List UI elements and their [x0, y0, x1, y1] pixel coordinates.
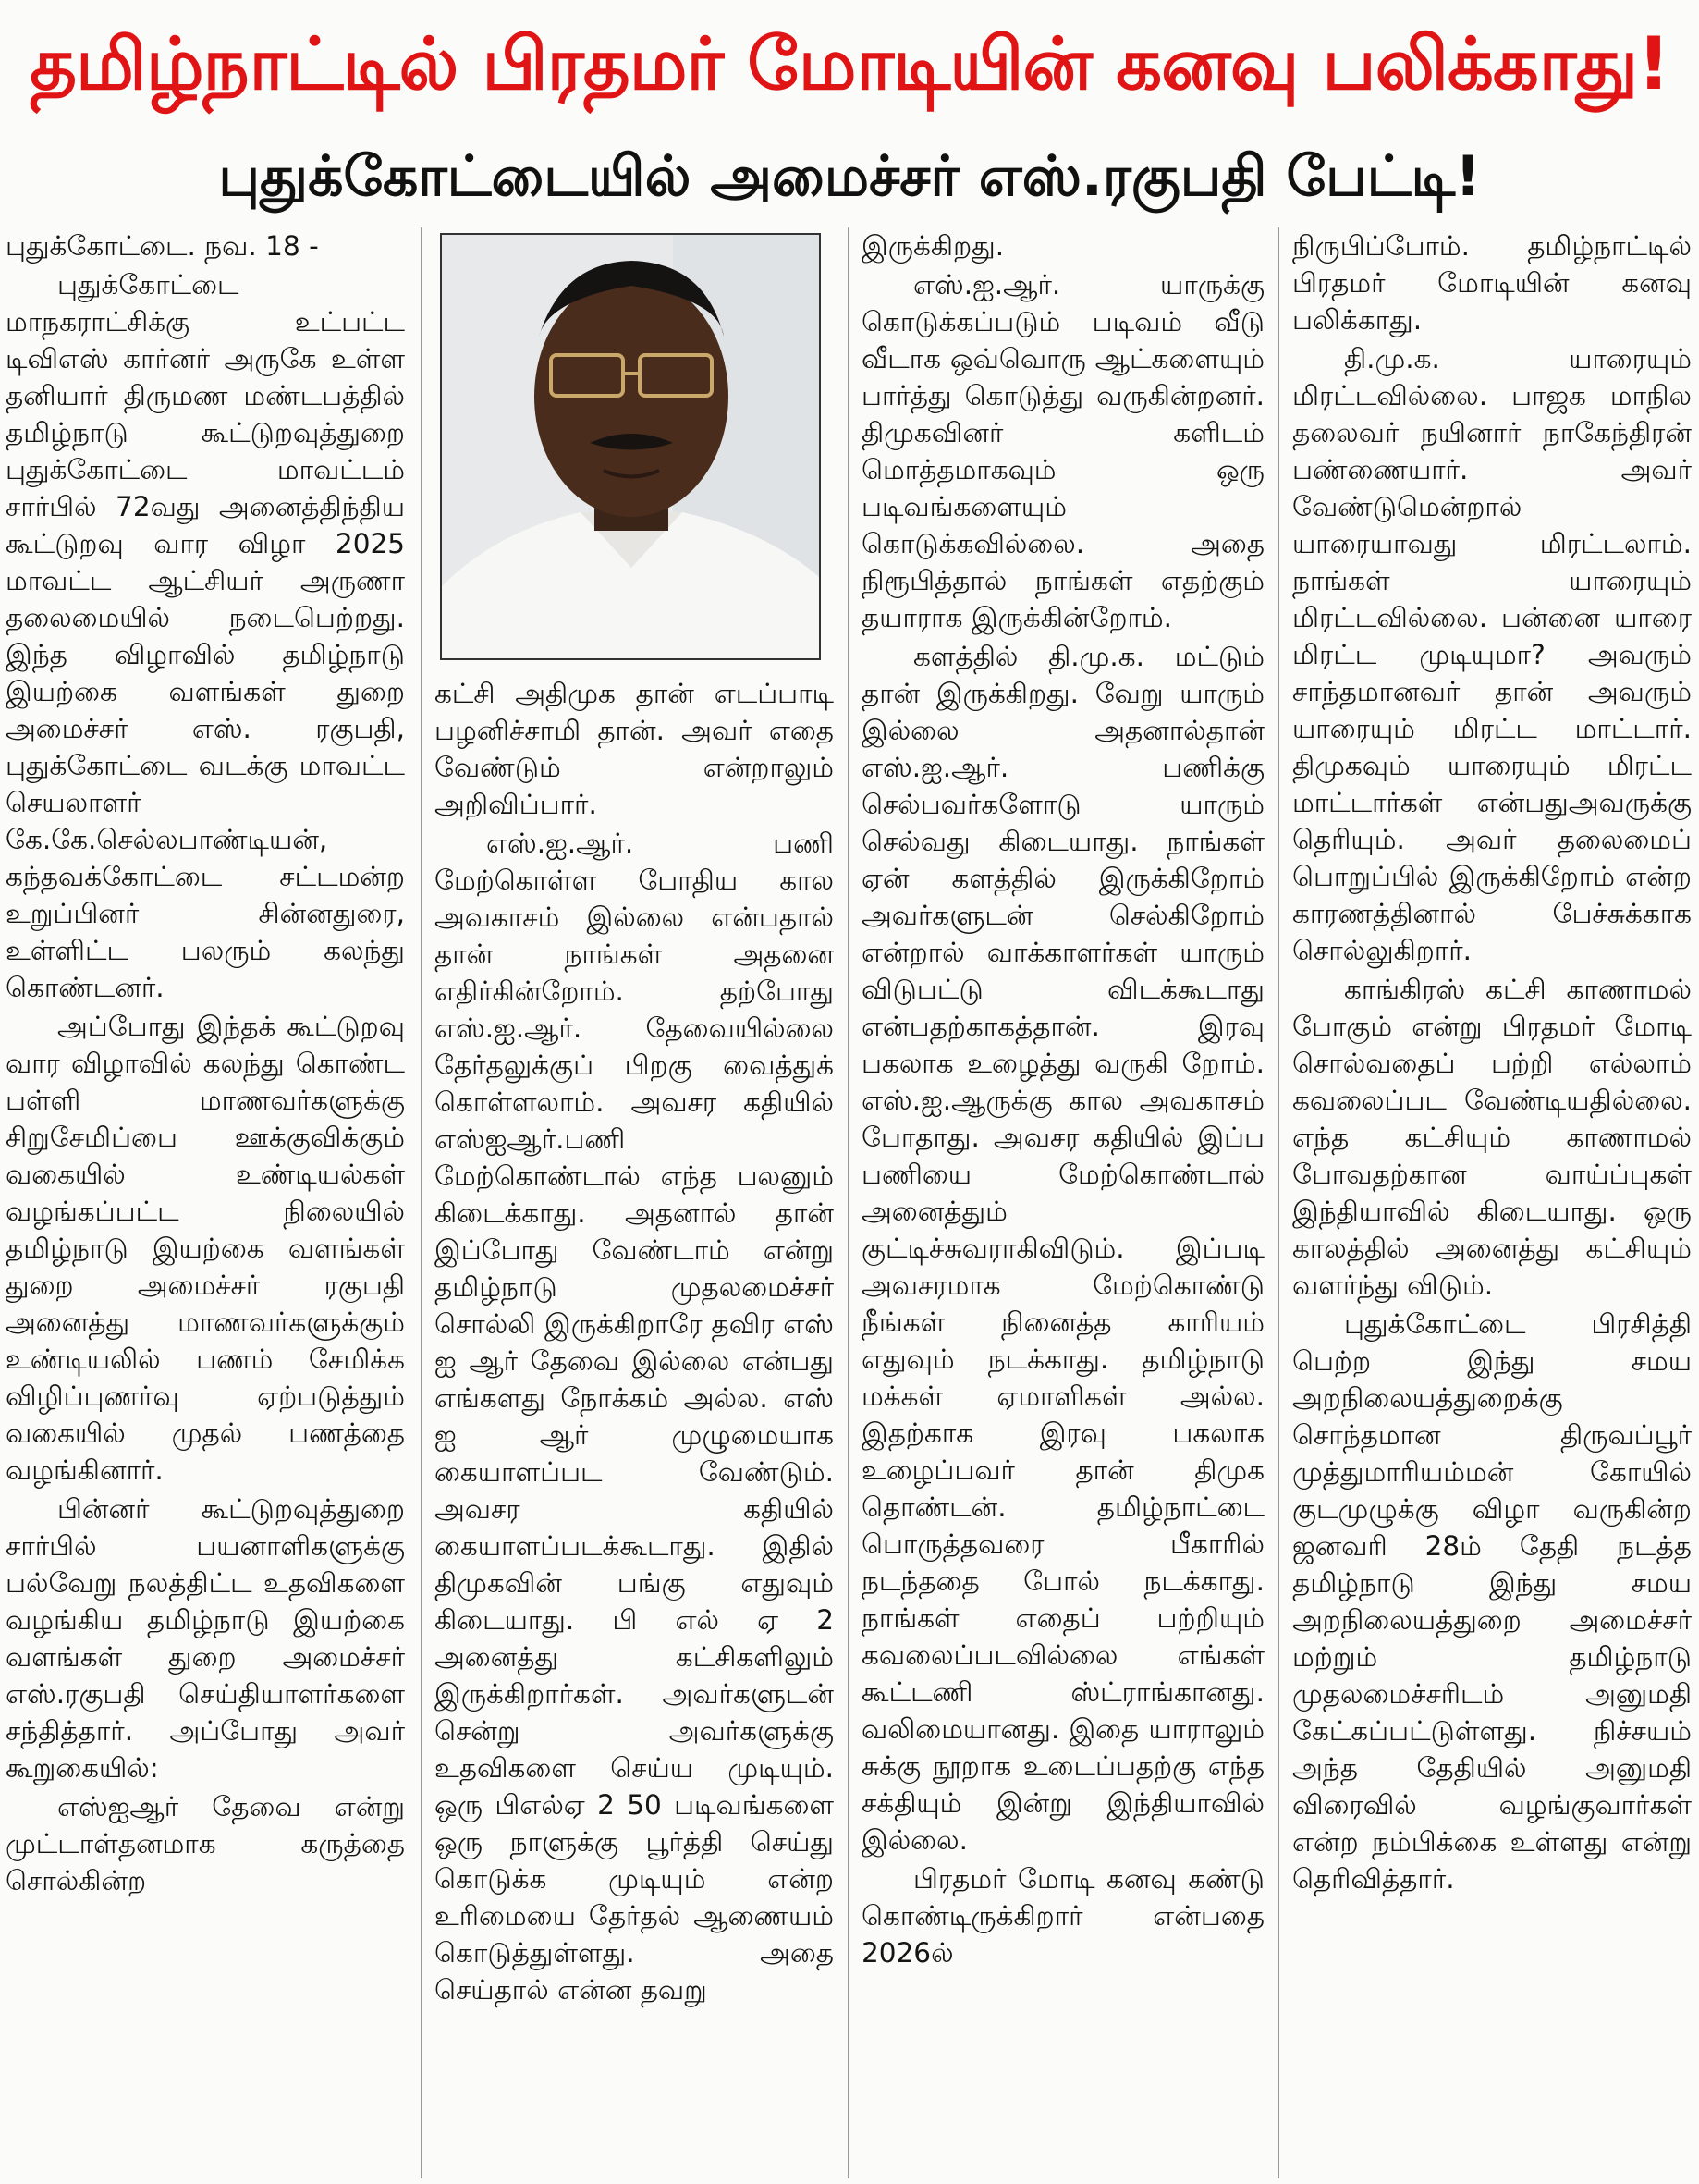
- article-column-3: [862, 227, 1265, 2180]
- paragraph: இருக்கிறது.: [862, 230, 1005, 262]
- article-column-2: [434, 675, 834, 2180]
- paragraph: புதுக்கோட்டை பிரசித்தி பெற்ற இந்து சமய அறநிலையத்துறைக்கு சொந்தமான திருவப்பூர் முத்துமாரியம்மன் கோயில் குடமுழுக்கு விழா வருகின்ற ஜனவரி 28ம் தேதி நடத்த தமிழ்நாடு இந்து சமய அறநிலையத்துறை அமைச்சர் மற்றும் தமிழ்நாடு முதலமைச்சரிடம் அனுமதி கேட்கப்பட்டுள்ளது. நிச்சயம் அந்த தேதியில் அனுமதி விரைவில் வழங்குவார்கள் என்ற நம்பிக்கை உள்ளது என்று தெரிவித்தார்.: [1292, 1308, 1692, 1895]
- paragraph: கட்சி அதிமுக தான் எடப்பாடி பழனிச்சாமி தான். அவர் எதை வேண்டும் என்றாலும் அறிவிப்பார்.: [434, 678, 834, 820]
- paragraph: பிரதமர் மோடி கனவு கண்டு கொண்டிருக்கிறார் என்பதை 2026ல்: [862, 1863, 1265, 1969]
- paragraph: நிருபிப்போம். தமிழ்நாட்டில் பிரதமர் மோடியின் கனவு பலிக்காது.: [1292, 230, 1692, 336]
- paragraph: தி.மு.க. யாரையும் மிரட்டவில்லை. பாஜக மாநில தலைவர் நயினார் நாகேந்திரன் பண்ணையார். அவர் வேண்டுமென்றால் யாரையாவது மிரட்டலாம். நாங்கள் யாரையும் மிரட்டவில்லை. பன்னை யாரை மிரட்ட முடியுமா? அவரும் சாந்தமானவர் தான் அவரும் யாரையும் மிரட்ட மாட்டார். திமுகவும் யாரையும் மிரட்ட மாட்டார்கள் என்பதுஅவருக்கு தெரியும். அவர் தலைமைப் பொறுப்பில் இருக்கிறோம் என்ற காரணத்தினால் பேச்சுக்காக சொல்லுகிறார்.: [1292, 343, 1692, 966]
- paragraph: எஸ்.ஐ.ஆர். யாருக்கு கொடுக்கப்படும் படிவம் வீடு வீடாக ஒவ்வொரு ஆட்களையும் பார்த்து கொடுத்து வருகின்றனர். திமுகவினர் களிடம் மொத்தமாகவும் ஒரு படிவங்களையும் கொடுக்கவில்லை. அதை நிரூபித்தால் நாங்கள் எதற்கும் தயாராக இருக்கின்றோம்.: [862, 269, 1265, 633]
- portrait-icon: [442, 235, 819, 658]
- minister-photo: [440, 233, 821, 660]
- article-column-1: [6, 227, 405, 2180]
- paragraph: அப்போது இந்தக் கூட்டுறவு வார விழாவில் கலந்து கொண்ட பள்ளி மாணவர்களுக்கு சிறுசேமிப்பை ஊக்குவிக்கும் வகையில் உண்டியல்கள் வழங்கப்பட்ட நிலையில் தமிழ்நாடு இயற்கை வளங்கள் துறை அமைச்சர் ரகுபதி அனைத்து மாணவர்களுக்கும் உண்டியலில் பணம் சேமிக்க விழிப்புணர்வு ஏற்படுத்தும் வகையில் முதல் பணத்தை வழங்கினார்.: [6, 1011, 405, 1486]
- paragraph: களத்தில் தி.மு.க. மட்டும் தான் இருக்கிறது. வேறு யாரும் இல்லை அதனால்தான் எஸ்.ஐ.ஆர். பணிக்கு செல்பவர்களோடு யாரும் செல்வது கிடையாது. நாங்கள் ஏன் களத்தில் இருக்கிறோம் அவர்களுடன் செல்கிறோம் என்றால் வாக்காளர்கள் யாரும் விடுபட்டு விடக்கூடாது என்பதற்காகத்தான். இரவு பகலாக உழைத்து வருகி றோம். எஸ்.ஐ.ஆருக்கு கால அவகாசம் போதாது. அவசர கதியில் இப்ப பணியை மேற்கொண்டால் அனைத்தும் குட்டிச்சுவராகிவிடும். இப்படி அவசரமாக மேற்கொண்டு நீங்கள் நினைத்த காரியம் எதுவும் நடக்காது. தமிழ்நாடு மக்கள் ஏமாளிகள் அல்ல. இதற்காக இரவு பகலாக உழைப்பவர் தான் திமுக தொண்டன். தமிழ்நாட்டை பொருத்தவரை பீகாரில் நடந்ததை போல் நடக்காது. நாங்கள் எதைப் பற்றியும் கவலைப்படவில்லை எங்கள் கூட்டணி ஸ்ட்ராங்கானது. வலிமையானது. இதை யாராலும் சுக்கு நூறாக உடைப்பதற்கு எந்த சக்தியும் இன்று இந்தியாவில் இல்லை.: [862, 641, 1265, 1856]
- headline: தமிழ்நாட்டில் பிரதமர் மோடியின் கனவு பலிக்காது!: [30, 23, 1669, 106]
- column-rule: [421, 227, 422, 2178]
- paragraph: காங்கிரஸ் கட்சி காணாமல் போகும் என்று பிரதமர் மோடி சொல்வதைப் பற்றி எல்லாம் கவலைப்பட வேண்டியதில்லை. எந்த கட்சியும் காணாமல் போவதற்கான வாய்ப்புகள் இந்தியாவில் கிடையாது. ஒரு காலத்தில் அனைத்து கட்சியும் வளர்ந்து விடும்.: [1292, 974, 1692, 1301]
- column-rule: [1278, 227, 1279, 2178]
- paragraph: புதுக்கோட்டை மாநகராட்சிக்கு உட்பட்ட டிவிஎஸ் கார்னர் அருகே உள்ள தனியார் திருமண மண்டபத்தில் தமிழ்நாடு கூட்டுறவுத்துறை புதுக்கோட்டை மாவட்டம் சார்பில் 72வது அனைத்திந்திய கூட்டுறவு வார விழா 2025 மாவட்ட ஆட்சியர் அருணா தலைமையில் நடைபெற்றது. இந்த விழாவில் தமிழ்நாடு இயற்கை வளங்கள் துறை அமைச்சர் எஸ். ரகுபதி, புதுக்கோட்டை வடக்கு மாவட்ட செயலாளர் கே.கே.செல்லபாண்டியன், கந்தவக்கோட்டை சட்டமன்ற உறுப்பினர் சின்னதுரை, உள்ளிட்ட பலரும் கலந்து கொண்டனர்.: [6, 269, 405, 1003]
- paragraph: எஸ்ஐஆர் தேவை என்று முட்டாள்தனமாக கருத்தை சொல்கின்ற: [6, 1791, 405, 1896]
- article-column-4: [1292, 227, 1692, 2180]
- column-rule: [848, 227, 849, 2178]
- paragraph: பின்னர் கூட்டுறவுத்துறை சார்பில் பயனாளிகளுக்கு பல்வேறு நலத்திட்ட உதவிகளை வழங்கிய தமிழ்நாடு இயற்கை வளங்கள் துறை அமைச்சர் எஸ்.ரகுபதி செய்தியாளர்களை சந்தித்தார். அப்போது அவர் கூறுகையில்:: [6, 1493, 405, 1784]
- subheadline: புதுக்கோட்டையில் அமைச்சர் எஸ்.ரகுபதி பேட்டி!: [218, 144, 1481, 209]
- paragraph: புதுக்கோட்டை. நவ. 18 -: [6, 230, 319, 262]
- paragraph: எஸ்.ஐ.ஆர். பணி மேற்கொள்ள போதிய கால அவகாசம் இல்லை என்பதால் தான் நாங்கள் அதனை எதிர்கின்றோம். தற்போது எஸ்.ஐ.ஆர். தேவையில்லை தேர்தலுக்குப் பிறகு வைத்துக் கொள்ளலாம். அவசர கதியில் எஸ்ஐஆர்.பணி மேற்கொண்டால் எந்த பலனும் கிடைக்காது. அதனால் தான் இப்போது வேண்டாம் என்று தமிழ்நாடு முதலமைச்சர் சொல்லி இருக்கிறாரே தவிர எஸ் ஐ ஆர் தேவை இல்லை என்பது எங்களது நோக்கம் அல்ல. எஸ் ஐ ஆர் முழுமையாக கையாளப்பட வேண்டும். அவசர கதியில் கையாளப்படக்கூடாது. இதில் திமுகவின் பங்கு எதுவும் கிடையாது. பி எல் ஏ 2 அனைத்து கட்சிகளிலும் இருக்கிறார்கள். அவர்களுடன் சென்று அவர்களுக்கு உதவிகளை செய்ய முடியும். ஒரு பிஎல்ஏ 2 50 படிவங்களை ஒரு நாளுக்கு பூர்த்தி செய்து கொடுக்க முடியும் என்ற உரிமையை தேர்தல் ஆணையம் கொடுத்துள்ளது. அதை செய்தால் என்ன தவறு: [434, 828, 834, 2006]
